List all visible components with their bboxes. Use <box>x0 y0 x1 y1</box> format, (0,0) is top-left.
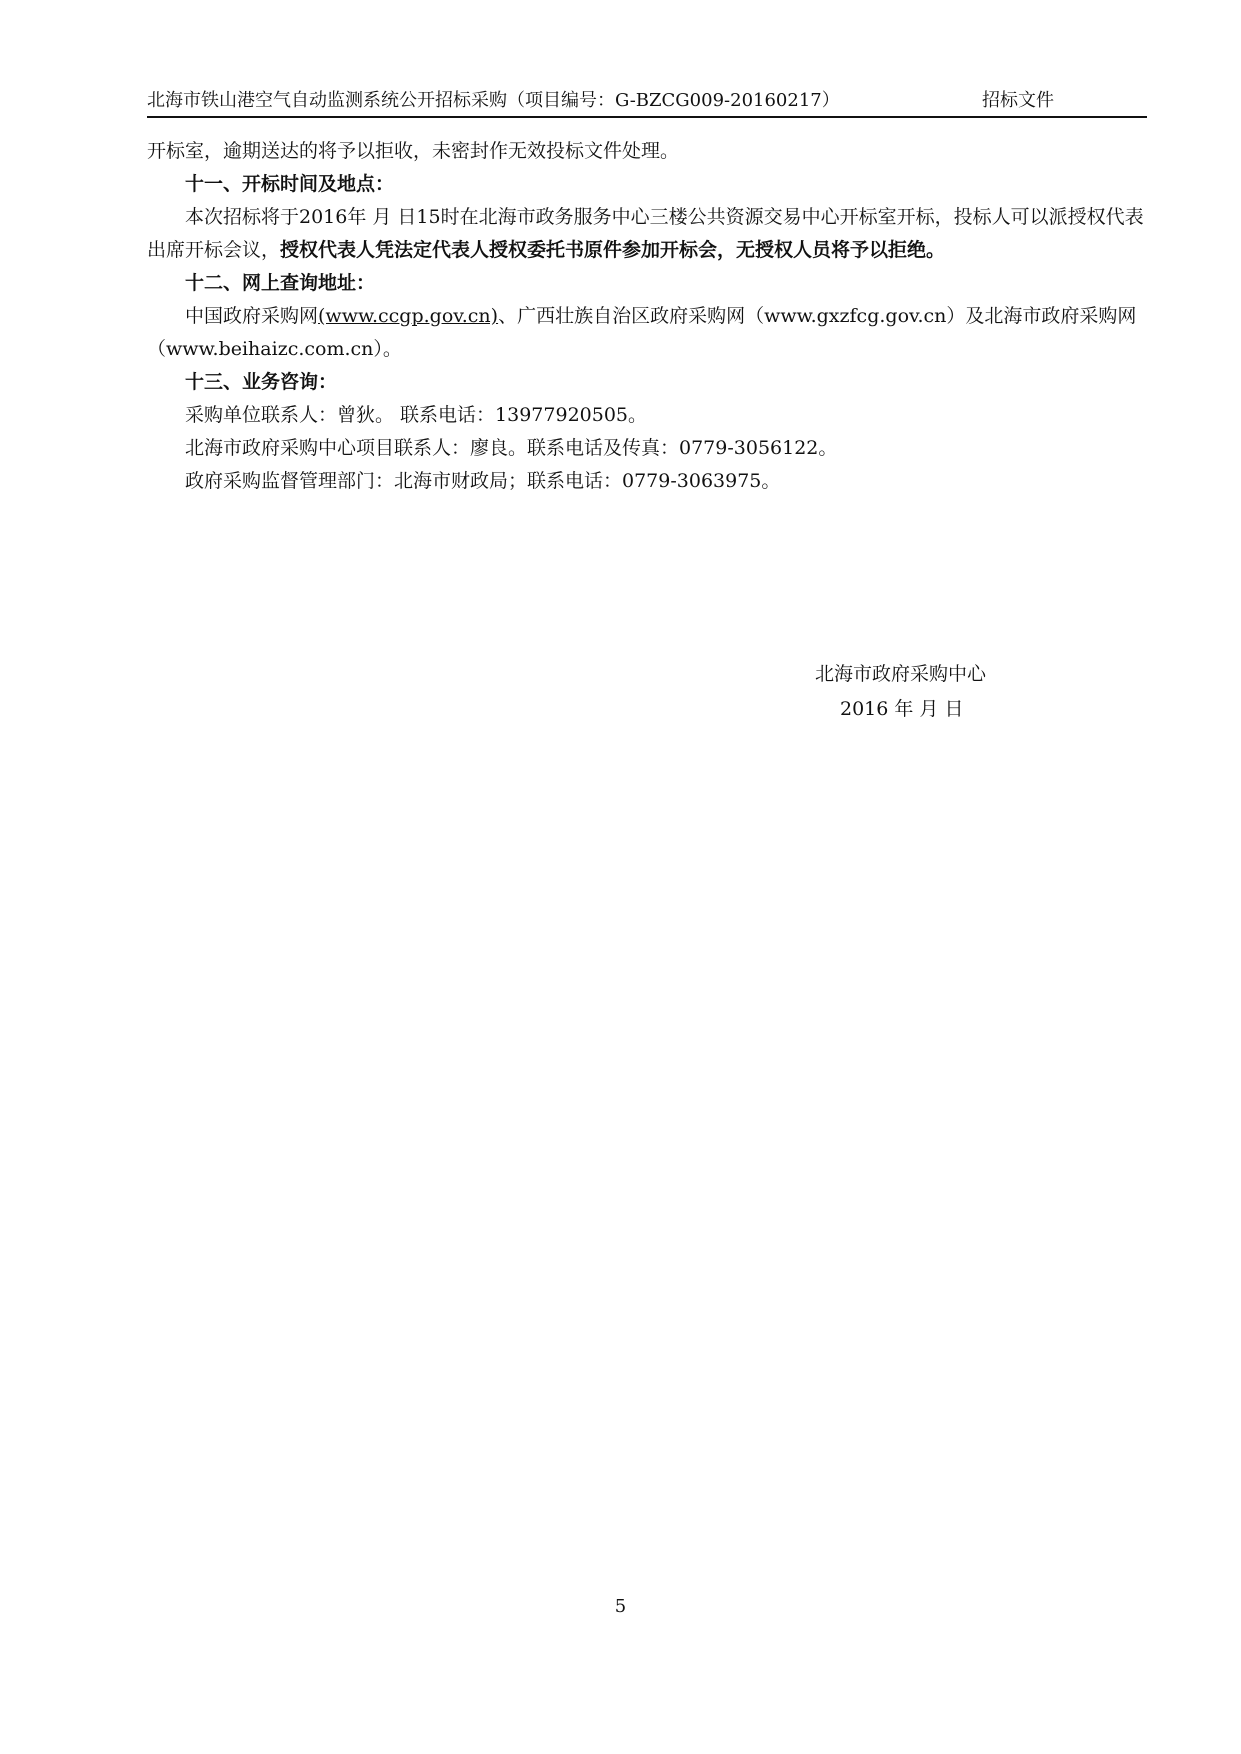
header-doc-type: 招标文件 <box>982 90 1054 111</box>
section-11-paragraph <box>147 201 1147 267</box>
section-11-text: 本次招标将于2016年 月 日15时在北海市政务服务中心三楼公共资源交易中心开标室开标，投标人可以派授权代表出席开标会议， <box>147 206 1144 261</box>
signature-date: 2016 年 月 日 <box>840 698 964 720</box>
section-12-paragraph <box>147 300 1147 366</box>
continuation-paragraph: 开标室，逾期送达的将予以拒收，未密封作无效投标文件处理。 <box>147 140 680 162</box>
contact-line-supervisor: 政府采购监督管理部门：北海市财政局；联系电话：0779-3063975。 <box>185 470 781 492</box>
header-divider <box>147 116 1147 118</box>
page-number: 5 <box>614 1596 627 1617</box>
header-title: 北海市铁山港空气自动监测系统公开招标采购（项目编号：G-BZCG009-20160217） <box>147 90 840 111</box>
ccgp-link[interactable]: (www.ccgp.gov.cn) <box>318 305 499 327</box>
contact-line-center: 北海市政府采购中心项目联系人：廖良。联系电话及传真：0779-3056122。 <box>185 437 838 459</box>
signature-block <box>815 657 986 727</box>
signature-org: 北海市政府采购中心 <box>815 663 987 685</box>
page-header <box>147 88 1147 114</box>
section-12-heading: 十二、网上查询地址： <box>185 272 376 294</box>
section-11-bold-text: 授权代表人凭法定代表人授权委托书原件参加开标会，无授权人员将予以拒绝。 <box>280 239 946 261</box>
document-body <box>147 135 1147 498</box>
section-12-rest: 、广西壮族自治区政府采购网（www.gxzfcg.gov.cn）及北海市政府采购网（www.beihaizc.com.cn）。 <box>147 305 1137 360</box>
contact-line-purchaser: 采购单位联系人：曾狄。 联系电话：13977920505。 <box>185 404 648 426</box>
section-12-prefix: 中国政府采购网 <box>185 305 319 327</box>
section-13-heading: 十三、业务咨询： <box>185 371 338 393</box>
section-11-heading: 十一、开标时间及地点： <box>185 173 395 195</box>
